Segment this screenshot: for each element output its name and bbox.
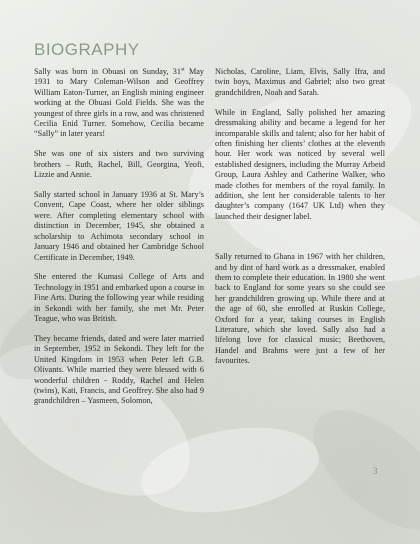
paragraph-college: She entered the Kumasi College of Arts and Technology in 1951 and embarked upon a course in Fine Arts. During the following year while residing in Sekondi with her family, she met Mr. Peter Teague, who was British.	[34, 272, 204, 324]
page-title: BIOGRAPHY	[34, 40, 140, 59]
right-column	[215, 67, 385, 376]
paragraph-schooling: Sally started school in January 1936 at St. Mary’s Convent, Cape Coast, where her older siblings were. After completing elementary school with distinction in December, 1945, she obtained a scholarship to Achimota secondary school in January 1946 and obtained her Cambridge School Certificate in December, 1949.	[34, 190, 204, 262]
paragraph-dressmaking: While in England, Sally polished her amazing dressmaking ability and became a legend for her incomparable skills and talent; also for her habit of often finishing her clients’ clothes at the eleventh hour. Her work was noticed by several well established designers, including the Murray Arbeid Group, Laura Ashley and Catherine Walker, who made clothes for members of the royal family. In addition, she lent her considerable talents to her daughter’s company (1647 UK Ltd) when they launched their designer label.	[215, 107, 385, 221]
left-column	[34, 67, 204, 416]
paragraph-grandchildren: Nicholas, Caroline, Liam, Elvis, Sally Ifra, and twin boys, Maximus and Gabriel; also two great grandchildren, Noah and Sarah.	[215, 67, 385, 97]
paragraph-return-ghana: Sally returned to Ghana in 1967 with her children, and by dint of hard work as a dressmaker, enabled them to complete their education. In 1980 she went back to England for some years so she could see her grandchildren growing up. While there and at the age of 60, she enrolled at Ruskin College, Oxford for a year, taking courses in English Literature, which she loved. Sally also had a lifelong love for classical music; Beethoven, Handel and Brahms were just a few of her favourites.	[215, 252, 385, 366]
paragraph-birth: Sally was born in Obuasi on Sunday, 31st May 1931 to Mary Coleman-Wilson and Geoffrey William Eaton-Turner, an English mining engineer working at the Obuasi Gold Fields. She was the youngest of three girls in a row, and was christened Cecilia Enid Turner. Somehow, Cecilia became “Sally” in later years!	[34, 66, 204, 139]
paragraph-marriage: They became friends, dated and were later married in September, 1952 in Sekondi. They left for the United Kingdom in 1953 when Peter left G.B. Olivants. While married they were blessed with 6 wonderful children - Roddy, Rachel and Helen (twins), Kati, Francis, and Geoffrey. She also had 9 grandchildren – Yasmeen, Solomon,	[34, 333, 204, 406]
paragraph-siblings: She was one of six sisters and two surviving brothers – Ruth, Rachel, Bill, Georgina, Yeofi, Lizzie and Annie.	[34, 149, 204, 180]
page-number: 3	[373, 466, 378, 476]
